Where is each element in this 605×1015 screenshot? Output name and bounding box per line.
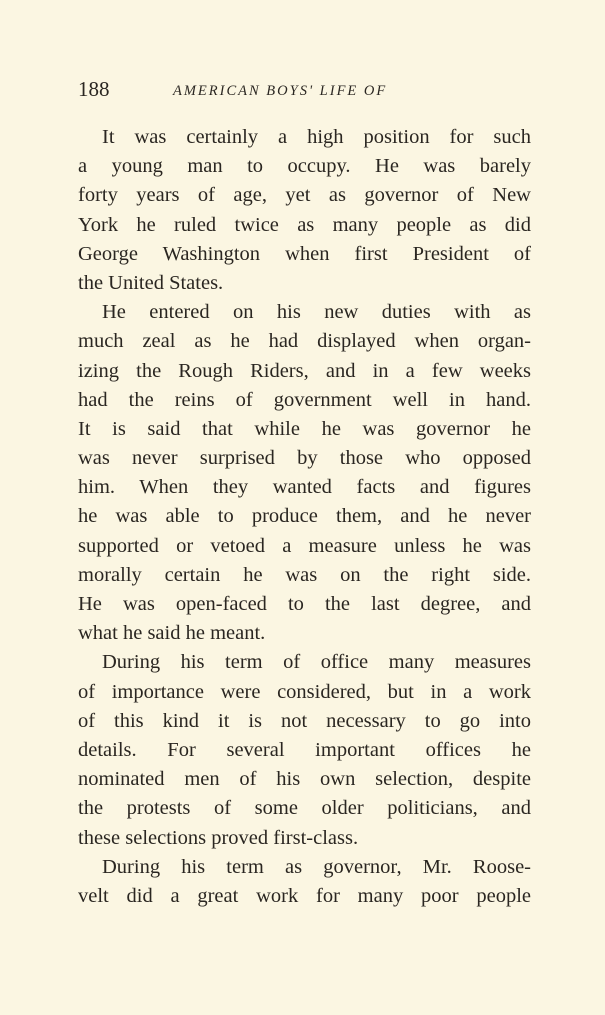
text-line: he was able to produce them, and he never: [78, 505, 531, 528]
text-line: It is said that while he was governor he: [78, 417, 531, 440]
text-line: morally certain he was on the right side.: [78, 563, 531, 586]
text-line: velt did a great work for many poor people: [78, 884, 531, 907]
text-line: During his term as governor, Mr. Roose-: [102, 855, 531, 878]
page-number: 188: [78, 77, 110, 101]
text-line: these selections proved first-class.: [78, 826, 359, 849]
text-line: It was certainly a high position for such: [102, 126, 531, 148]
text-line: George Washington when first President of: [78, 242, 531, 265]
text-line: York he ruled twice as many people as did: [78, 213, 531, 236]
text-line: During his term of office many measures: [102, 651, 531, 674]
text-line: much zeal as he had displayed when organ-: [78, 330, 531, 353]
text-line: of importance were considered, but in a work: [78, 680, 531, 703]
text-line: him. When they wanted facts and figures: [78, 476, 531, 499]
text-line: details. For several important offices he: [78, 738, 531, 761]
text-line: izing the Rough Riders, and in a few weeks: [78, 359, 531, 382]
text-line: what he said he meant.: [78, 622, 266, 645]
body-text: [78, 123, 531, 911]
text-line: a young man to occupy. He was barely: [78, 155, 531, 178]
paragraph-2: [78, 298, 531, 648]
text-line: the protests of some older politicians, and: [78, 797, 531, 820]
text-line: supported or vetoed a measure unless he was: [78, 534, 531, 557]
paragraph-4: [78, 853, 531, 911]
text-line: the United States.: [78, 271, 224, 294]
text-line: He was open-faced to the last degree, and: [78, 593, 531, 615]
text-line: was never surprised by those who opposed: [78, 447, 531, 470]
paragraph-3: [78, 648, 531, 852]
text-line: forty years of age, yet as governor of New: [78, 184, 531, 207]
text-line: had the reins of government well in hand.: [78, 388, 531, 411]
paragraph-1: [78, 123, 531, 298]
text-line: of this kind it is not necessary to go into: [78, 709, 531, 732]
running-head: AMERICAN BOYS' LIFE OF: [173, 83, 388, 99]
text-line: nominated men of his own selection, despite: [78, 768, 531, 791]
page-header: [78, 74, 538, 104]
text-line: He entered on his new duties with as: [102, 301, 531, 324]
